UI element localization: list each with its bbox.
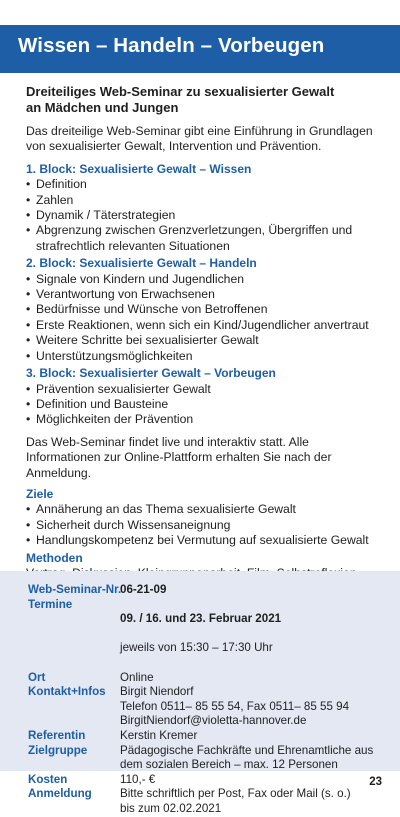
termine-times: jeweils von 15:30 – 17:30 Uhr: [120, 641, 273, 655]
list-item: • Bedürfnisse und Wünsche von Betroffenen: [26, 302, 386, 317]
termine-dates: 09. / 16. und 23. Februar 2021: [120, 612, 282, 626]
methods-heading: Methoden: [26, 550, 83, 565]
seminar-nr-label: Web-Seminar-Nr.: [28, 583, 122, 596]
info-row-anmeldung: [28, 787, 388, 816]
zielgruppe-label: Zielgruppe: [28, 743, 88, 757]
list-item: • Erste Reaktionen, wenn sich ein Kind/Jugendlicher anvertraut: [26, 318, 386, 333]
block-1-heading: 1. Block: Sexualisierte Gewalt – Wissen: [26, 161, 252, 176]
info-box: [0, 571, 400, 815]
info-row-termine: [28, 598, 388, 671]
block-3-list: [26, 382, 386, 428]
seminar-nr-value: 06-21-09: [120, 583, 167, 596]
list-item: • Signale von Kindern und Jugendlichen: [26, 272, 386, 287]
kosten-value: 110,- €: [120, 772, 156, 786]
seminar-title-line-2: an Mädchen und Jungen: [26, 100, 179, 115]
page-number: 23: [369, 776, 382, 788]
info-row-kosten: [28, 773, 388, 788]
goals-heading: Ziele: [26, 486, 54, 501]
list-item: • Zahlen: [26, 193, 386, 208]
referentin-value: Kerstin Kremer: [120, 728, 198, 742]
list-item: • Verantwortung von Erwachsenen: [26, 287, 386, 302]
zielgruppe-value: Pädagogische Fachkräfte und Ehrenamtliche aus dem sozialen Bereich – max. 12 Personen: [120, 743, 374, 772]
termine-value: [120, 598, 388, 671]
block-2-heading: 2. Block: Sexualisierte Gewalt – Handeln: [26, 256, 257, 271]
info-row-kontakt: [28, 685, 388, 729]
intro-paragraph: Das dreiteilige Web-Seminar gibt eine Einführung in Grundlagen von sexualisierter Gewalt, Intervention und Prävention.: [26, 124, 373, 154]
block-2-list: [26, 272, 386, 364]
ort-value: Online: [120, 670, 154, 684]
info-grid: [28, 583, 388, 817]
info-row-referentin: [28, 729, 388, 744]
kosten-label: Kosten: [28, 772, 68, 786]
list-item: • Weitere Schritte bei sexualisierter Gewalt: [26, 333, 386, 348]
list-item: • Handlungskompetenz bei Vermutung auf sexualisierte Gewalt: [26, 533, 386, 548]
kontakt-value: Birgit Niendorf Telefon 0511– 85 55 54, Fax 0511– 85 55 94 BirgitNiendorf@violetta-hannover.de: [120, 685, 350, 728]
header-bar: [0, 25, 400, 73]
kontakt-label: Kontakt+Infos: [28, 685, 106, 699]
info-row-ort: [28, 671, 388, 686]
anmeldung-value: Bitte schriftlich per Post, Fax oder Mail (s. o.) bis zum 02.02.2021: [120, 787, 351, 815]
termine-label: Termine: [28, 597, 73, 611]
page-title: Wissen – Handeln – Vorbeugen: [18, 34, 325, 57]
anmeldung-label: Anmeldung: [28, 787, 92, 801]
block-1-list: [26, 177, 386, 254]
list-item: • Möglichkeiten der Prävention: [26, 412, 386, 427]
list-item: • Sicherheit durch Wissensaneignung: [26, 518, 386, 533]
ort-label: Ort: [28, 670, 46, 684]
block-3-heading: 3. Block: Sexualisierter Gewalt – Vorbeugen: [26, 366, 276, 381]
info-row-zielgruppe: [28, 744, 388, 773]
outro-paragraph: Das Web-Seminar findet live und interaktiv statt. Alle Informationen zur Online-Plattform erhalten Sie nach der Anmeldung.: [26, 434, 332, 480]
list-item: • Abgrenzung zwischen Grenzverletzungen, Übergriffen und strafrechtlich relevanten Situationen: [26, 223, 386, 254]
list-item: • Definition und Bausteine: [26, 397, 386, 412]
seminar-title-line-1: Dreiteiliges Web-Seminar zu sexualisierter Gewalt: [26, 84, 335, 99]
list-item: • Annäherung an das Thema sexualisierte Gewalt: [26, 502, 386, 517]
seminar-title: [26, 84, 386, 116]
list-item: • Prävention sexualisierter Gewalt: [26, 382, 386, 397]
goals-list: [26, 502, 386, 548]
info-row-seminar-nr: [28, 583, 388, 598]
list-item: • Dynamik / Täterstrategien: [26, 208, 386, 223]
main-content: [26, 84, 386, 581]
referentin-label: Referentin: [28, 728, 86, 742]
list-item: • Definition: [26, 177, 386, 192]
list-item: • Unterstützungsmöglichkeiten: [26, 349, 386, 364]
